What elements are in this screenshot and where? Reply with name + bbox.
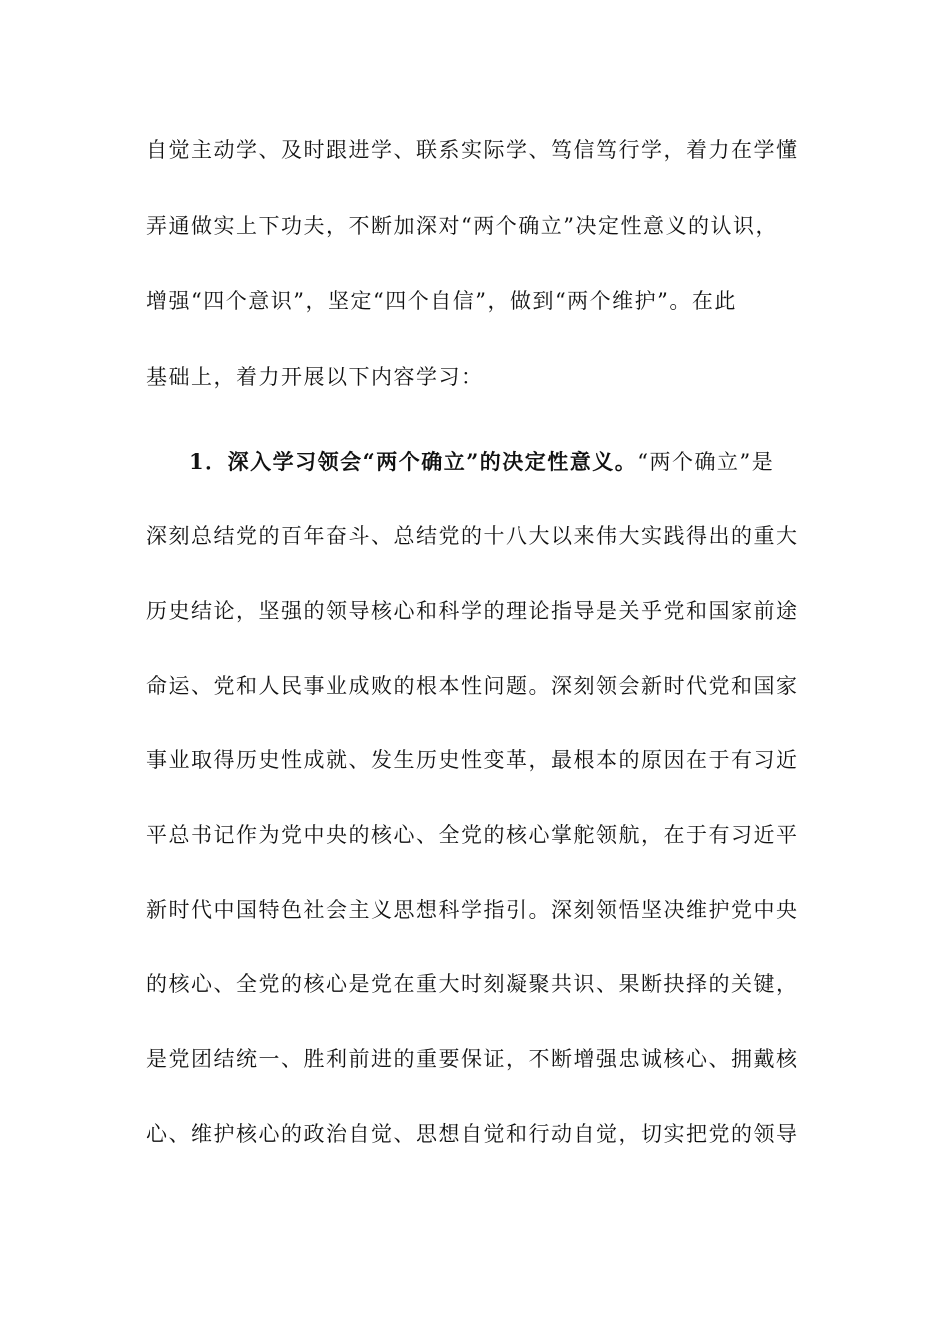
- paragraph-line: 平总书记作为党中央的核心、全党的核心掌舵领航，在于有习近平: [146, 823, 799, 847]
- paragraph-line: 深刻总结党的百年奋斗、总结党的十八大以来伟大实践得出的重大: [146, 524, 799, 548]
- section-heading: 1．深入学习领会“两个确立”的决定性意义。: [189, 449, 638, 474]
- paragraph-line: 新时代中国特色社会主义思想科学指引。深刻领悟坚决维护党中央: [146, 898, 799, 922]
- section-heading-line: [189, 447, 849, 477]
- paragraph-line: 事业取得历史性成就、发生历史性变革，最根本的原因在于有习近: [146, 748, 799, 772]
- paragraph-line: 自觉主动学、及时跟进学、联系实际学、笃信笃行学，着力在学懂: [146, 138, 799, 162]
- paragraph-line: 命运、党和人民事业成败的根本性问题。深刻领会新时代党和国家: [146, 674, 799, 698]
- paragraph-line: 历史结论，坚强的领导核心和科学的理论指导是关乎党和国家前途: [146, 599, 799, 623]
- paragraph-line: 增强“四个意识”，坚定“四个自信”，做到“两个维护”。在此: [146, 289, 737, 313]
- paragraph-line: 的核心、全党的核心是党在重大时刻凝聚共识、果断抉择的关键，: [146, 972, 799, 996]
- paragraph-line: 心、维护核心的政治自觉、思想自觉和行动自觉，切实把党的领导: [146, 1122, 799, 1146]
- paragraph-line: 是党团结统一、胜利前进的重要保证，不断增强忠诚核心、拥戴核: [146, 1047, 799, 1071]
- paragraph-line: 弄通做实上下功夫，不断加深对“两个确立”决定性意义的认识，: [146, 214, 778, 238]
- heading-continuation: “两个确立”是: [637, 450, 775, 474]
- paragraph-line: 基础上，着力开展以下内容学习：: [146, 365, 484, 389]
